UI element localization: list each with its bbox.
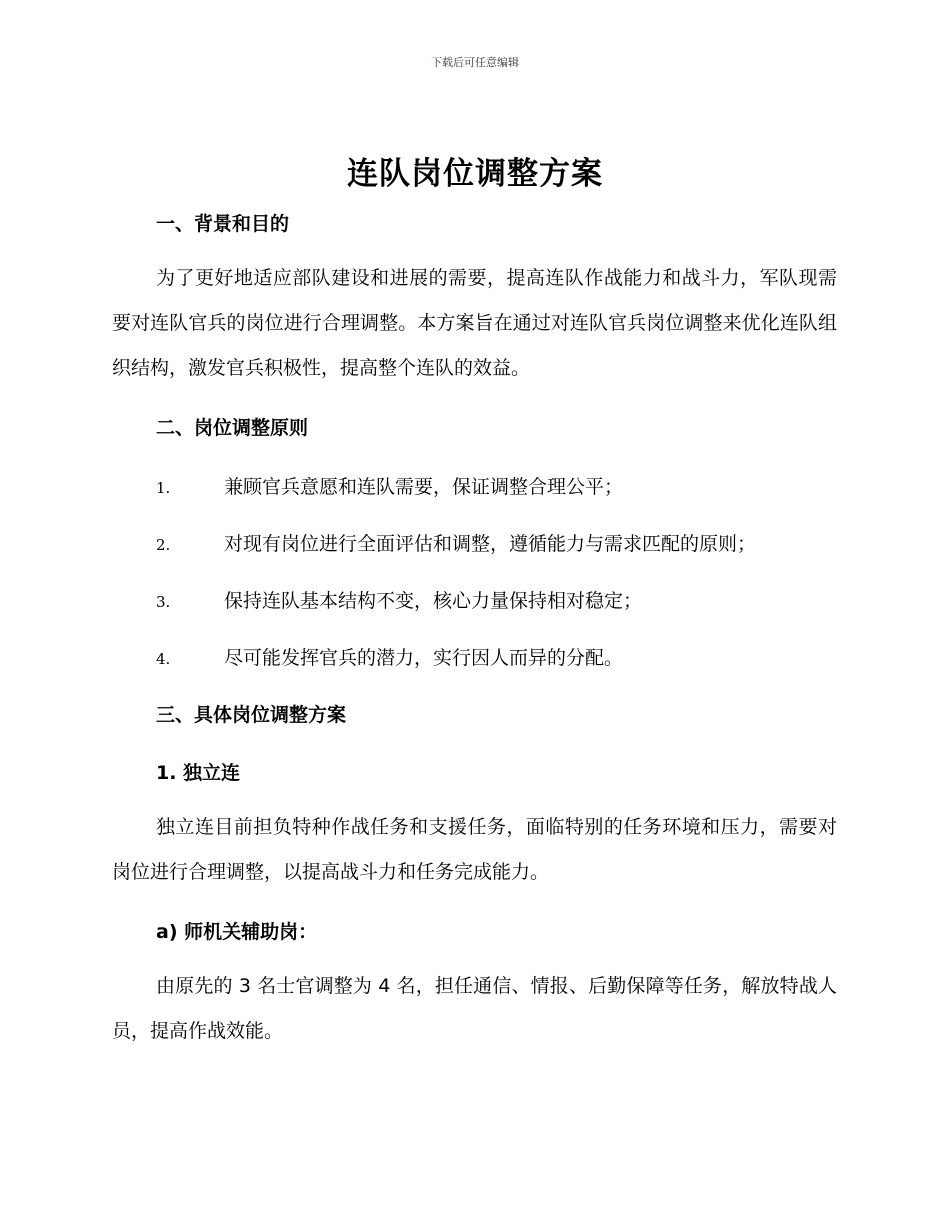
subsection-a-paragraph: 由原先的 3 名士官调整为 4 名，担任通信、情报、后勤保障等任务，解放特战人员，提高作战效能。 xyxy=(112,975,837,1042)
document-title: 连队岗位调整方案 xyxy=(347,156,603,192)
list-number: 4. xyxy=(156,650,171,668)
subsection-a-heading: a) 师机关辅助岗： xyxy=(156,921,318,943)
section-1-heading: 一、背景和目的 xyxy=(156,213,290,235)
list-text: 尽可能发挥官兵的潜力，实行因人而异的分配。 xyxy=(224,647,624,669)
list-text: 对现有岗位进行全面评估和调整，遵循能力与需求匹配的原则； xyxy=(224,533,757,555)
section-1-paragraph: 为了更好地适应部队建设和进展的需要，提高连队作战能力和战斗力，军队现需要对连队官兵的岗位进行合理调整。本方案旨在通过对连队官兵岗位调整来优化连队组织结构，激发官兵积极性，提高整个连队的效益。 xyxy=(112,267,837,379)
list-text: 兼顾官兵意愿和连队需要，保证调整合理公平； xyxy=(224,476,624,498)
principle-item-2 xyxy=(156,529,756,556)
principle-item-3 xyxy=(156,586,642,613)
list-number: 3. xyxy=(156,593,171,611)
subsection-1-paragraph: 独立连目前担负特种作战任务和支援任务，面临特别的任务环境和压力，需要对岗位进行合理调整，以提高战斗力和任务完成能力。 xyxy=(112,816,837,883)
header-note: 下载后可任意编辑 xyxy=(431,56,519,69)
section-3-heading: 三、具体岗位调整方案 xyxy=(156,704,347,726)
list-number: 2. xyxy=(156,536,171,554)
subsection-1-heading: 1. 独立连 xyxy=(156,762,241,784)
list-text: 保持连队基本结构不变，核心力量保持相对稳定； xyxy=(224,590,643,612)
principle-item-1 xyxy=(156,472,623,499)
section-2-heading: 二、岗位调整原则 xyxy=(156,417,309,439)
list-number: 1. xyxy=(156,479,171,497)
principle-item-4 xyxy=(156,643,623,670)
